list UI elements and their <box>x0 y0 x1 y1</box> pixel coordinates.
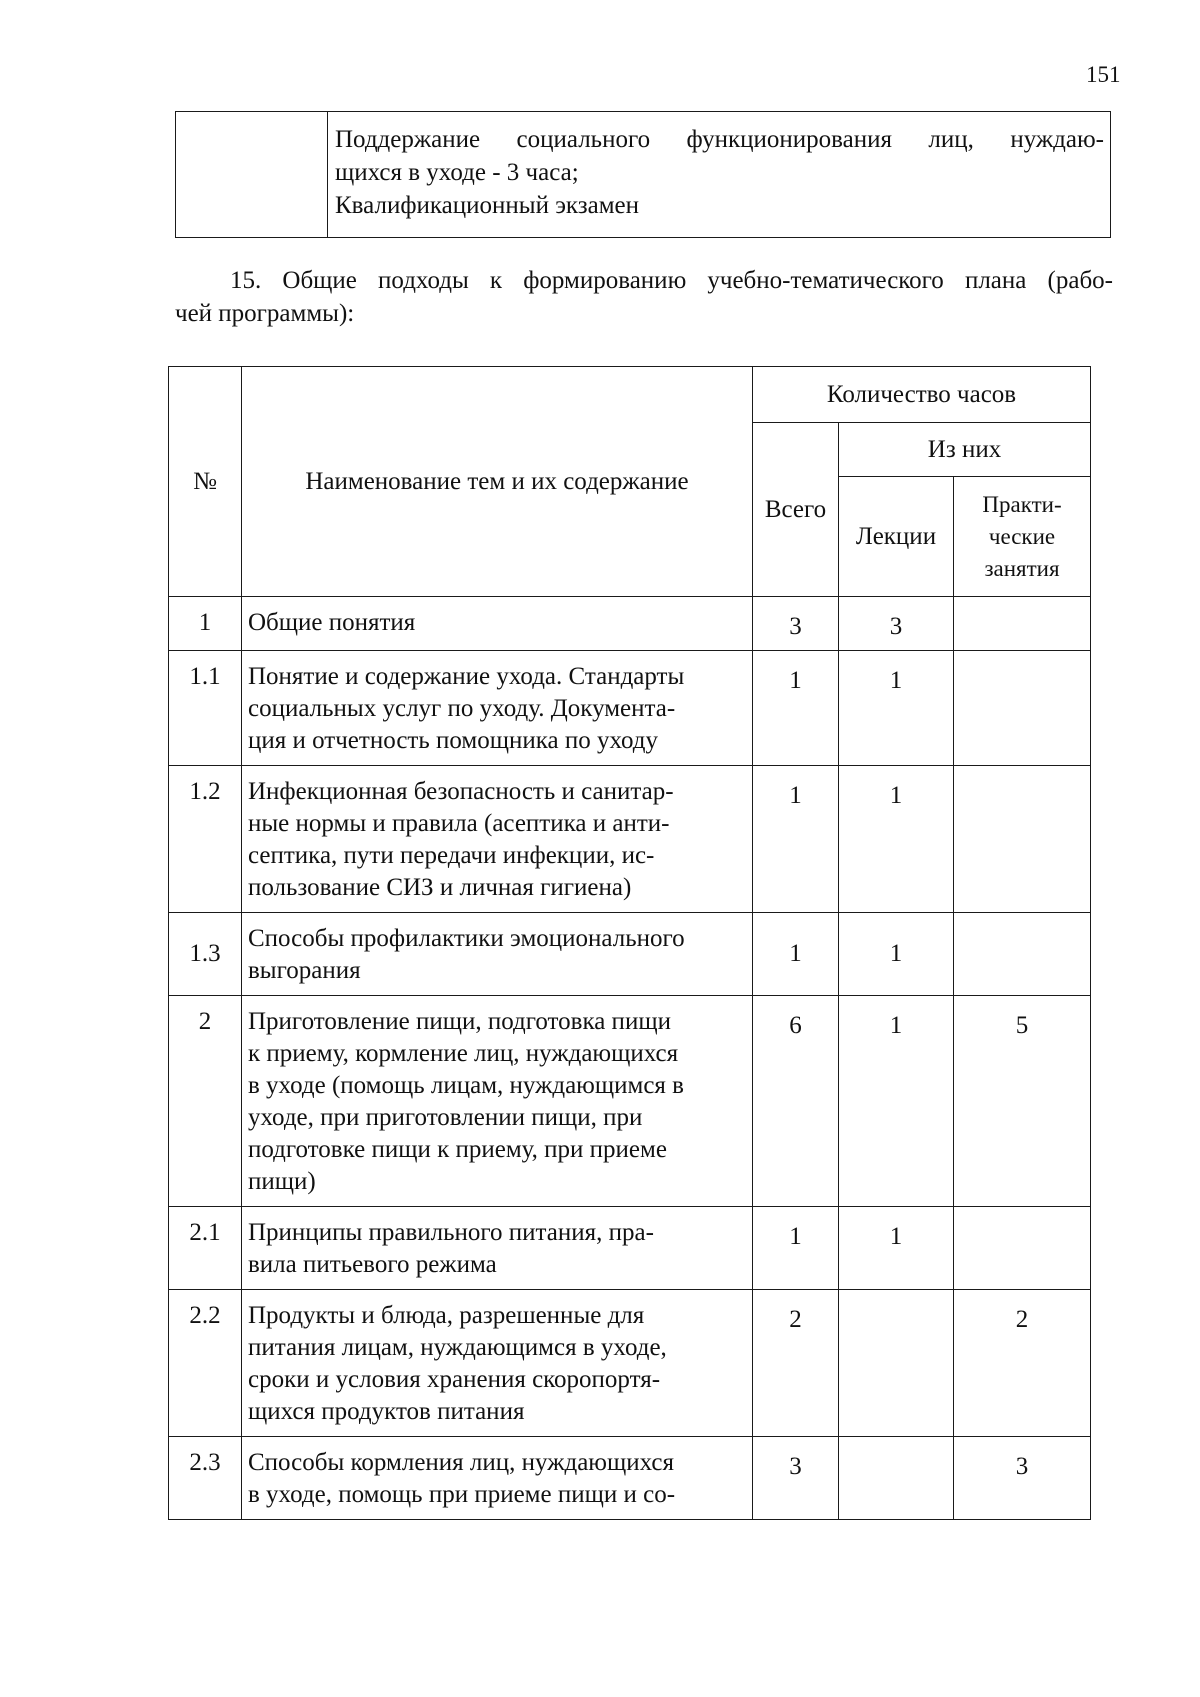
row-number: 2.2 <box>169 1290 242 1437</box>
header-hours: Количество часов <box>753 367 1091 423</box>
topic-line: щихся продуктов питания <box>248 1398 525 1425</box>
page-number: 151 <box>1086 62 1121 87</box>
row-practical-hours: 5 <box>954 996 1091 1207</box>
table-row <box>169 1437 1091 1520</box>
topic-line: сроки и условия хранения скоропортя- <box>248 1366 661 1393</box>
topic-line: питания лицам, нуждающимся в уходе, <box>248 1334 667 1361</box>
topic-line: в уходе, помощь при приеме пищи и со- <box>248 1481 676 1508</box>
row-number: 2.3 <box>169 1437 242 1520</box>
header-name: Наименование тем и их содержание <box>242 367 753 597</box>
row-lecture-hours: 1 <box>839 651 954 766</box>
topic-line: Способы профилактики эмоционального <box>248 925 685 952</box>
continuation-line-1: Поддержание социального функционирования лиц, нуждаю- <box>335 126 1104 153</box>
topic-line: к приему, кормление лиц, нуждающихся <box>248 1040 679 1067</box>
table-row <box>169 1207 1091 1290</box>
row-number: 1 <box>169 597 242 651</box>
topic-line: септика, пути передачи инфекции, ис- <box>248 842 655 869</box>
row-total-hours: 3 <box>753 1437 839 1520</box>
table-body <box>169 597 1091 1520</box>
continuation-line-3: Квалификационный экзамен <box>335 192 640 219</box>
row-number: 2.1 <box>169 1207 242 1290</box>
row-total-hours: 1 <box>753 766 839 913</box>
row-practical-hours <box>954 651 1091 766</box>
row-practical-hours: 2 <box>954 1290 1091 1437</box>
topic-line: Принципы правильного питания, пра- <box>248 1219 654 1246</box>
topic-line: Общие понятия <box>248 609 416 636</box>
row-topic <box>242 996 753 1207</box>
row-total-hours: 1 <box>753 1207 839 1290</box>
row-topic <box>242 766 753 913</box>
row-practical-hours <box>954 766 1091 913</box>
row-lecture-hours: 1 <box>839 913 954 996</box>
continuation-line-2: щихся в уходе - 3 часа; <box>335 159 579 186</box>
topic-line: пользование СИЗ и личная гигиена) <box>248 874 632 901</box>
row-practical-hours <box>954 597 1091 651</box>
header-practical-line-2: ческие <box>988 523 1056 549</box>
table-header <box>169 367 1091 597</box>
continuation-row <box>176 112 1111 238</box>
header-practical-line-3: занятия <box>984 555 1060 581</box>
row-total-hours: 1 <box>753 651 839 766</box>
topic-line: в уходе (помощь лицам, нуждающимся в <box>248 1072 684 1099</box>
continuation-text-cell <box>328 112 1111 238</box>
header-total: Всего <box>753 423 839 597</box>
row-lecture-hours: 1 <box>839 996 954 1207</box>
header-practical-line-1: Практи- <box>982 491 1062 517</box>
section-heading-line-1: 15. Общие подходы к формированию учебно-тематического плана (рабо- <box>230 267 1113 294</box>
topic-line: ция и отчетность помощника по уходу <box>248 727 659 754</box>
row-topic <box>242 1437 753 1520</box>
topic-line: социальных услуг по уходу. Документа- <box>248 695 676 722</box>
header-lectures: Лекции <box>839 477 954 597</box>
row-lecture-hours: 1 <box>839 766 954 913</box>
header-of-them: Из них <box>839 423 1091 477</box>
row-total-hours: 3 <box>753 597 839 651</box>
row-topic <box>242 597 753 651</box>
row-lecture-hours <box>839 1290 954 1437</box>
table-row <box>169 651 1091 766</box>
table-row <box>169 597 1091 651</box>
row-number: 1.3 <box>169 913 242 996</box>
row-lecture-hours: 1 <box>839 1207 954 1290</box>
row-practical-hours <box>954 913 1091 996</box>
row-total-hours: 6 <box>753 996 839 1207</box>
row-topic <box>242 651 753 766</box>
topic-line: выгорания <box>248 957 361 984</box>
row-total-hours: 1 <box>753 913 839 996</box>
section-heading <box>175 264 1113 330</box>
section-heading-line-2: чей программы): <box>175 300 355 327</box>
row-topic <box>242 913 753 996</box>
topic-line: Продукты и блюда, разрешенные для <box>248 1302 645 1329</box>
topic-line: ные нормы и правила (асептика и анти- <box>248 810 670 837</box>
row-number: 1.1 <box>169 651 242 766</box>
table-row <box>169 996 1091 1207</box>
row-topic <box>242 1290 753 1437</box>
continuation-empty-cell <box>176 112 328 238</box>
topic-line: уходе, при приготовлении пищи, при <box>248 1104 643 1131</box>
row-practical-hours <box>954 1207 1091 1290</box>
continuation-table <box>175 111 1111 238</box>
row-number: 2 <box>169 996 242 1207</box>
row-topic <box>242 1207 753 1290</box>
topic-line: вила питьевого режима <box>248 1251 497 1278</box>
topic-line: Инфекционная безопасность и санитар- <box>248 778 674 805</box>
header-row-1 <box>169 367 1091 423</box>
curriculum-table <box>168 366 1091 1520</box>
topic-line: подготовке пищи к приему, при приеме <box>248 1136 667 1163</box>
row-lecture-hours <box>839 1437 954 1520</box>
topic-line: Понятие и содержание ухода. Стандарты <box>248 663 685 690</box>
table-row <box>169 1290 1091 1437</box>
header-num: № <box>169 367 242 597</box>
row-number: 1.2 <box>169 766 242 913</box>
topic-line: Приготовление пищи, подготовка пищи <box>248 1008 671 1035</box>
header-practical <box>954 477 1091 597</box>
row-practical-hours: 3 <box>954 1437 1091 1520</box>
table-row <box>169 766 1091 913</box>
topic-line: Способы кормления лиц, нуждающихся <box>248 1449 674 1476</box>
table-row <box>169 913 1091 996</box>
row-lecture-hours: 3 <box>839 597 954 651</box>
topic-line: пищи) <box>248 1168 316 1195</box>
row-total-hours: 2 <box>753 1290 839 1437</box>
